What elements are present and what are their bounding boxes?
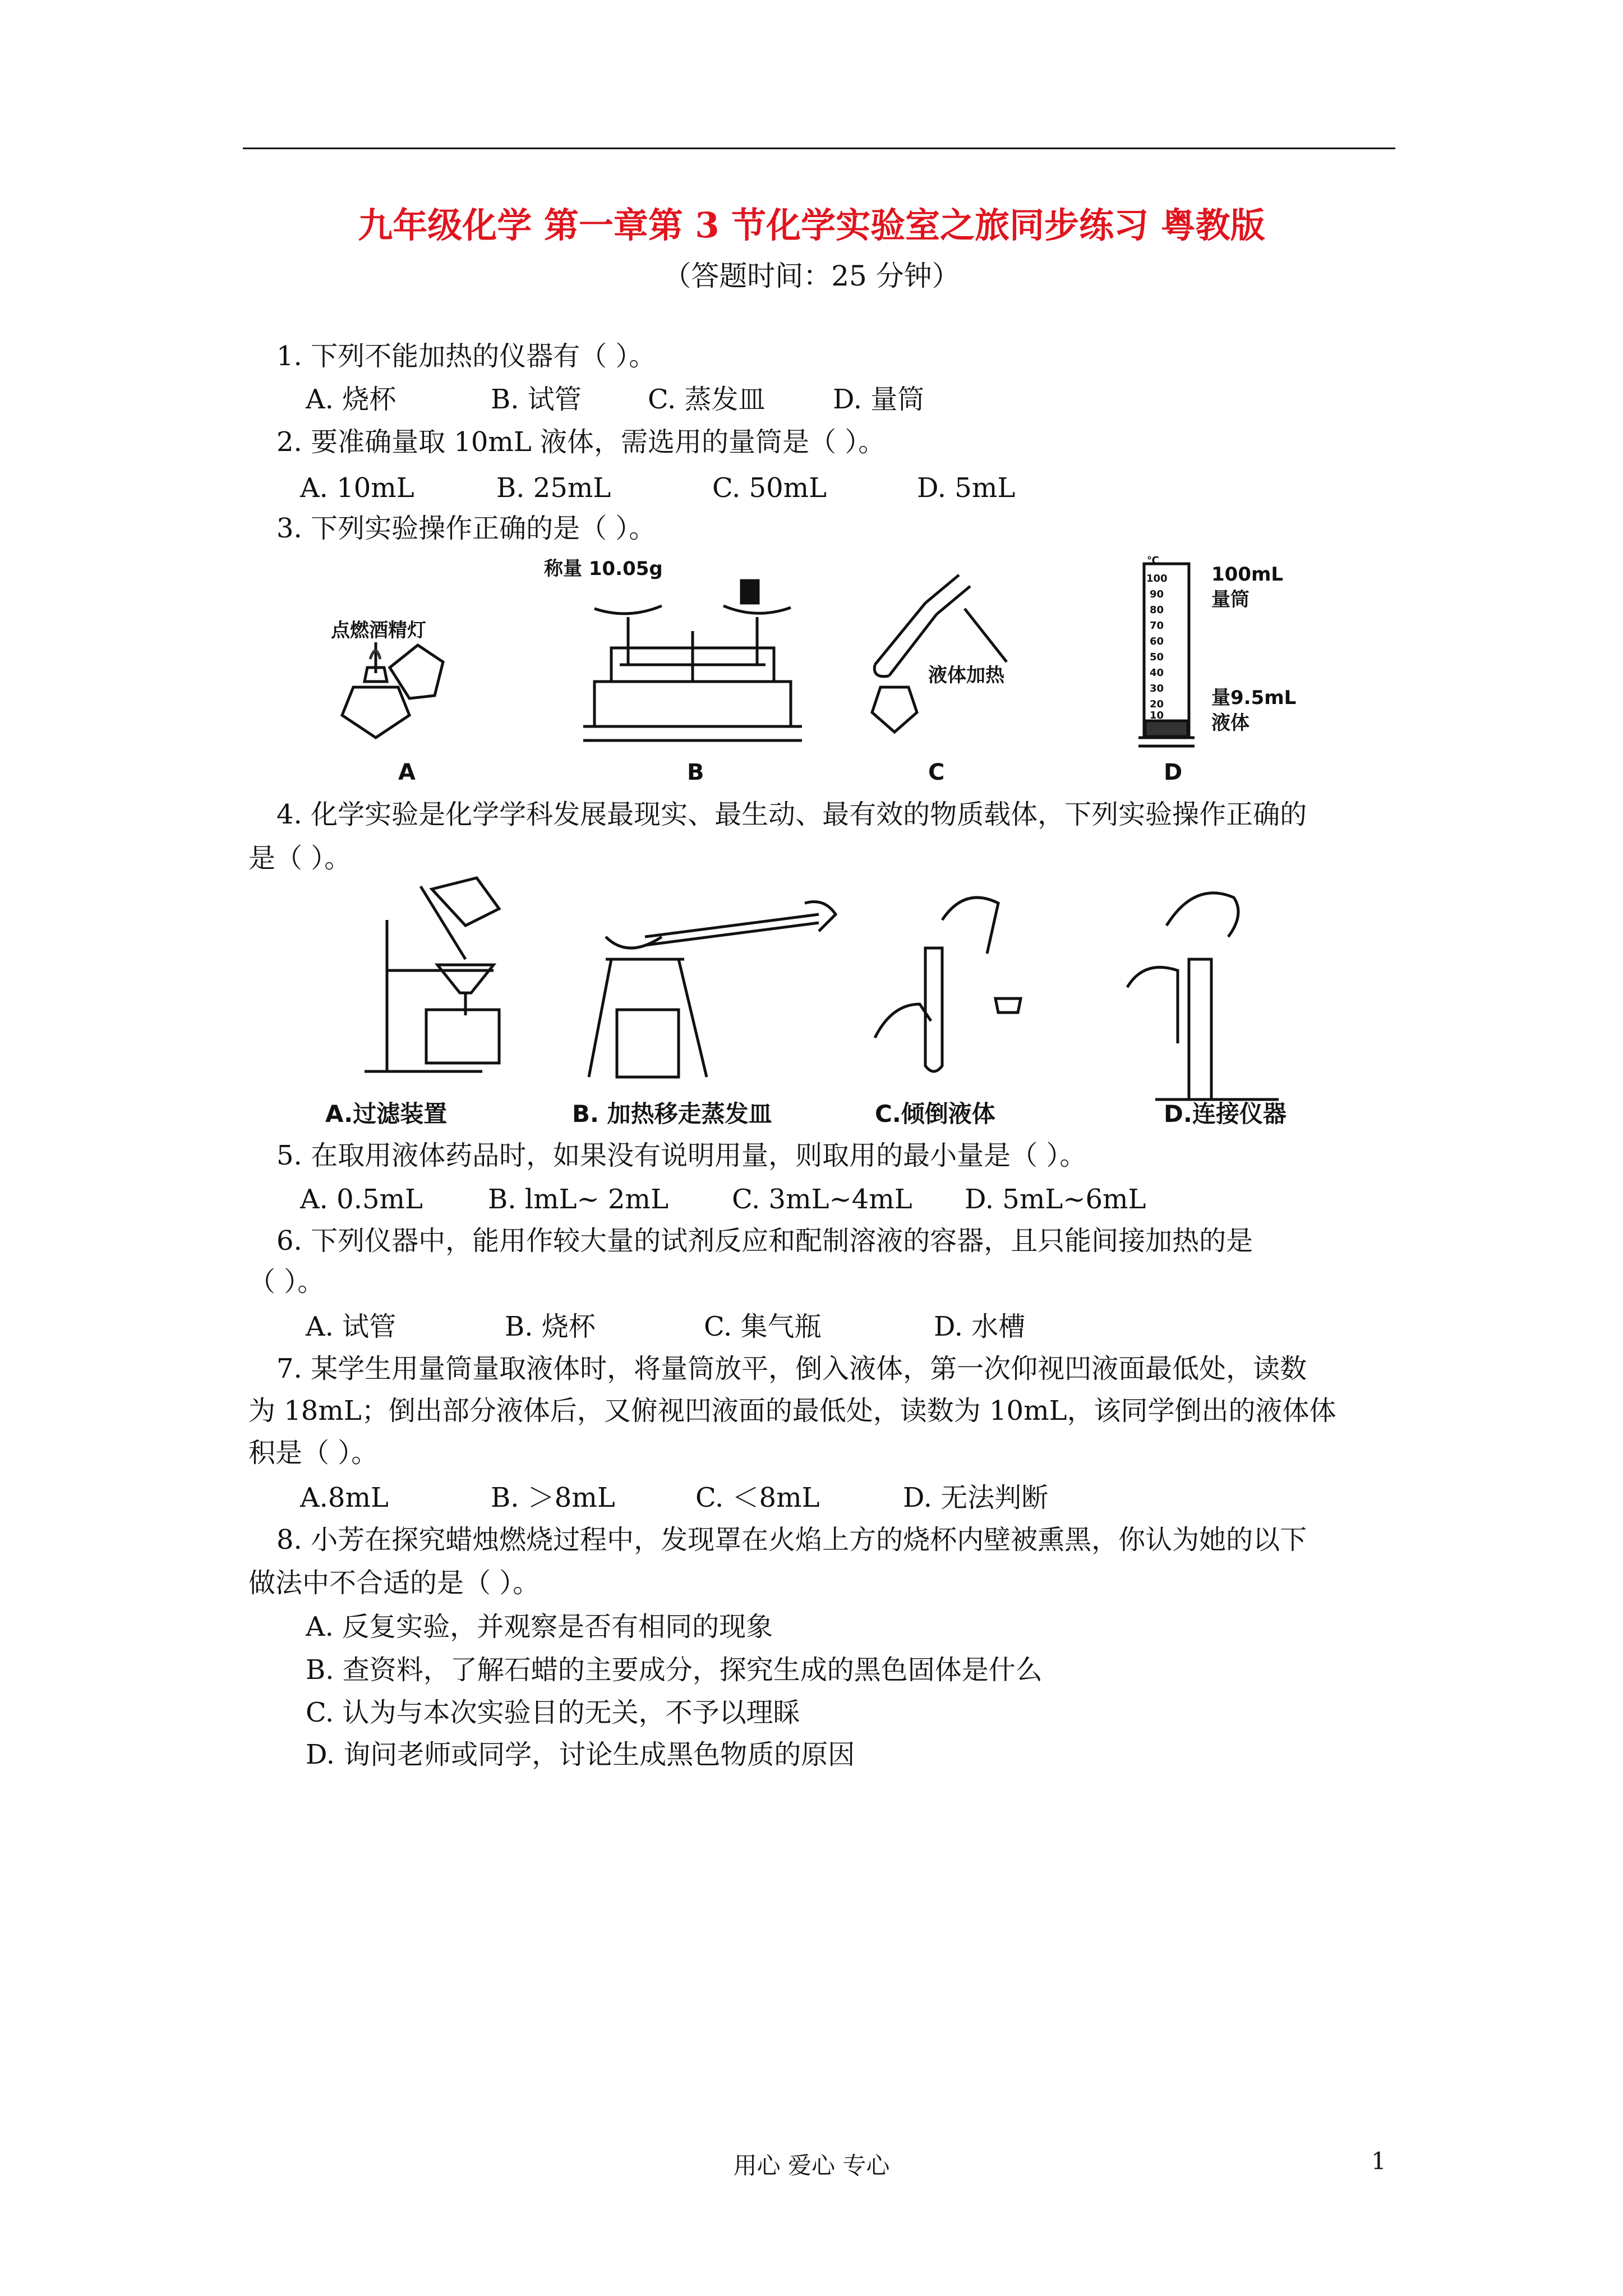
question-text: 化学实验是化学学科发展最现实、最生动、最有效的物质载体，下列实验操作正确的 <box>311 799 1307 830</box>
footer-text: 用心 爱心 专心 <box>733 2152 890 2179</box>
scale-90: 90 <box>1150 588 1164 600</box>
scale-40: 40 <box>1150 667 1164 679</box>
scale-30: 30 <box>1150 683 1164 694</box>
question-number: 2. <box>276 426 302 458</box>
question-number: 3. <box>276 513 302 544</box>
question-3-figure <box>314 553 1307 794</box>
option-a: A.8mL <box>300 1482 389 1513</box>
evaporation-figure <box>589 902 836 1078</box>
option-b: B. lmL~ 2mL <box>488 1184 668 1215</box>
pouring-figure <box>875 898 1021 1071</box>
question-text: 在取用液体药品时，如果没有说明用量，则取用的最小量是（ ）。 <box>311 1140 1087 1171</box>
measuring-cylinder-figure <box>1138 564 1195 746</box>
question-8-option-a: A. 反复实验，并观察是否有相同的现象 <box>306 1611 773 1642</box>
question-number: 1. <box>276 341 302 372</box>
question-7-continued-2: 积是（ ）。 <box>248 1437 379 1469</box>
question-text: 要准确量取 10mL 液体，需选用的量筒是（ ）。 <box>311 426 886 458</box>
question-4-continued: 是（ ）。 <box>248 843 352 874</box>
option-a: A. 试管 <box>306 1311 396 1342</box>
option-c: C. 3mL~4mL <box>732 1184 912 1215</box>
option-a: A. 烧杯 <box>306 384 396 415</box>
question-text: 下列实验操作正确的是（ ）。 <box>311 513 656 544</box>
balance-figure <box>583 581 802 740</box>
option-d: D. 量筒 <box>833 384 925 415</box>
question-text: 下列不能加热的仪器有（ ）。 <box>311 341 656 372</box>
page-subtitle: （答题时间：25 分钟） <box>663 260 960 292</box>
filtration-figure <box>365 878 499 1071</box>
question-2 <box>276 425 885 459</box>
option-d: D. 水槽 <box>934 1311 1026 1342</box>
question-6 <box>276 1224 1253 1258</box>
question-text: 小芳在探究蜡烛燃烧过程中，发现罩在火焰上方的烧杯内壁被熏黑，你认为她的以下 <box>311 1524 1307 1556</box>
option-b: B. 25mL <box>496 472 611 504</box>
question-8 <box>276 1523 1307 1557</box>
label-evaporation: B. 加热移走蒸发皿 <box>572 1100 772 1128</box>
letter-b: B <box>687 760 704 785</box>
option-c: C. 集气瓶 <box>704 1311 822 1342</box>
option-c: C. 50mL <box>712 472 827 504</box>
alcohol-lamp-figure <box>342 642 443 738</box>
letter-a: A <box>398 760 416 785</box>
scale-100: 100 <box>1146 573 1168 585</box>
question-8-option-c: C. 认为与本次实验目的无关，不予以理睬 <box>306 1697 800 1728</box>
label-connecting: D.连接仪器 <box>1164 1100 1287 1128</box>
scale-50: 50 <box>1150 651 1164 663</box>
question-4-figure <box>314 875 1329 1128</box>
label-filtration: A.过滤装置 <box>325 1100 448 1128</box>
option-b: B. 试管 <box>491 384 582 415</box>
question-number: 8. <box>276 1524 302 1556</box>
label-weigh: 称量 10.05g <box>544 558 663 580</box>
label-cylinder: 量筒 <box>1211 588 1249 611</box>
scale-60: 60 <box>1150 636 1164 647</box>
question-5 <box>276 1139 1086 1172</box>
scale-unit: ℃ <box>1147 555 1159 567</box>
test-tube-heating-figure <box>872 575 1007 732</box>
question-7 <box>276 1352 1307 1386</box>
option-b: B. 烧杯 <box>505 1311 596 1342</box>
scale-20: 20 <box>1150 698 1164 710</box>
question-7-continued: 为 18mL；倒出部分液体后，又俯视凹液面的最低处，读数为 10mL，该同学倒出的液体体 <box>248 1395 1336 1427</box>
page-title: 九年级化学 第一章第 3 节化学实验室之旅同步练习 粤教版 <box>358 205 1265 246</box>
scale-10: 10 <box>1150 710 1164 721</box>
option-a: A. 0.5mL <box>300 1184 423 1215</box>
question-1 <box>276 339 656 373</box>
question-number: 5. <box>276 1140 302 1171</box>
label-100ml: 100mL <box>1211 563 1284 586</box>
letter-d: D <box>1164 760 1183 785</box>
option-a: A. 10mL <box>300 472 414 504</box>
label-heat: 液体加热 <box>928 664 1004 687</box>
option-d: D. 5mL <box>917 472 1016 504</box>
page-number: 1 <box>1371 2147 1386 2175</box>
question-8-option-d: D. 询问老师或同学，讨论生成黑色物质的原因 <box>306 1739 855 1770</box>
scale-70: 70 <box>1150 620 1164 632</box>
question-8-continued: 做法中不合适的是（ ）。 <box>248 1567 540 1599</box>
label-pouring: C.倾倒液体 <box>875 1100 995 1128</box>
question-6-continued: （ ）。 <box>248 1266 325 1297</box>
question-text: 某学生用量筒量取液体时，将量筒放平，倒入液体，第一次仰视凹液面最低处，读数 <box>311 1353 1307 1384</box>
question-8-option-b: B. 查资料，了解石蜡的主要成分，探究生成的黑色固体是什么 <box>306 1654 1043 1686</box>
option-c: C. 蒸发皿 <box>648 384 766 415</box>
question-number: 4. <box>276 799 302 830</box>
option-d: D. 5mL~6mL <box>965 1184 1146 1215</box>
question-3 <box>276 512 656 545</box>
label-measure: 量9.5mL <box>1211 687 1297 709</box>
question-number: 7. <box>276 1353 302 1384</box>
scale-80: 80 <box>1150 604 1164 616</box>
question-text: 下列仪器中，能用作较大量的试剂反应和配制溶液的容器，且只能间接加热的是 <box>311 1225 1253 1257</box>
letter-c: C <box>928 760 945 785</box>
top-rule <box>243 148 1395 149</box>
option-d: D. 无法判断 <box>903 1482 1049 1513</box>
option-b: B. ＞8mL <box>491 1482 615 1513</box>
question-4 <box>276 798 1307 831</box>
label-lighting: 点燃酒精灯 <box>331 619 426 642</box>
question-number: 6. <box>276 1225 302 1257</box>
connecting-figure <box>1127 893 1279 1099</box>
label-liquid: 液体 <box>1211 712 1249 734</box>
option-c: C. ＜8mL <box>695 1482 820 1513</box>
